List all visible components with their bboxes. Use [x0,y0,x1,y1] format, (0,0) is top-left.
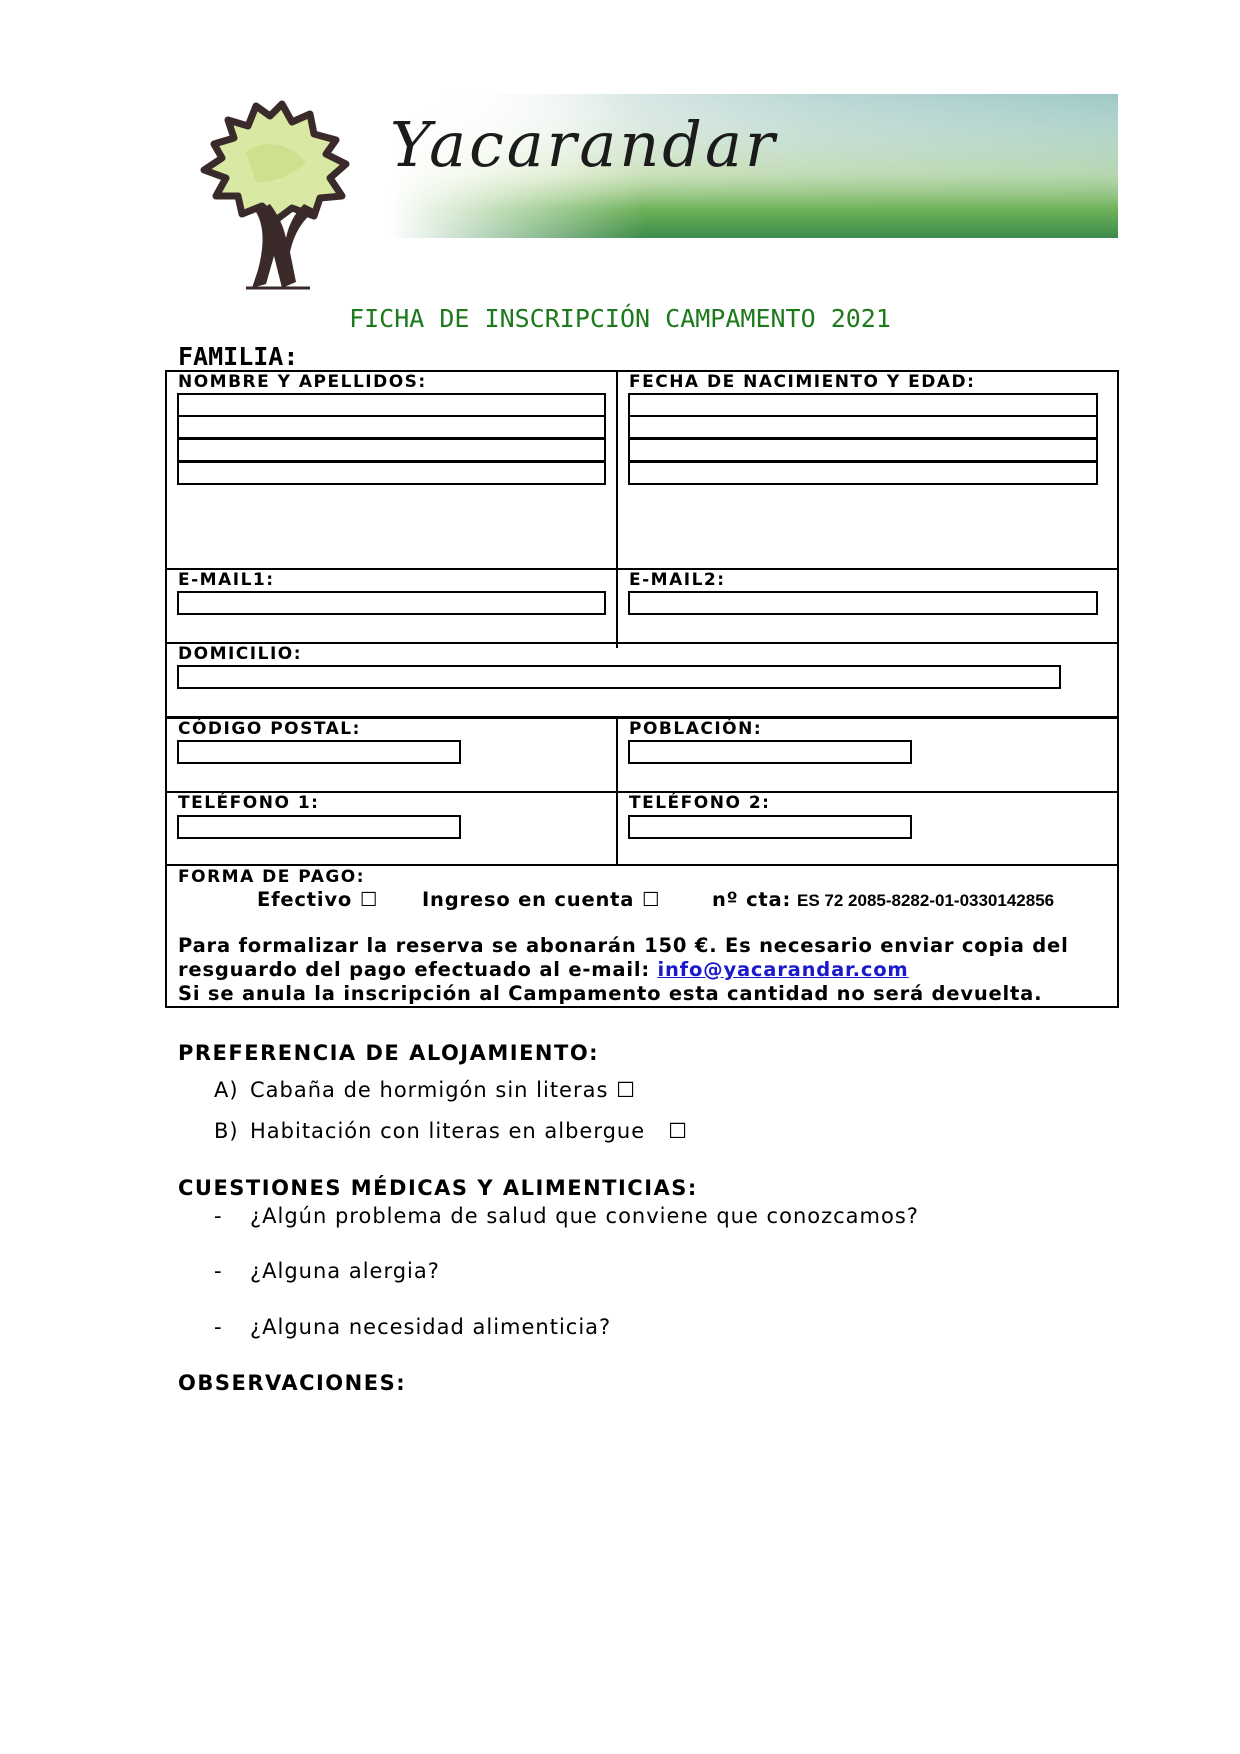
telefono1-label: TELÉFONO 1: [178,793,320,813]
email1-field[interactable] [177,591,606,615]
payment-note-line2 [178,958,909,982]
nombre-apellidos-label: NOMBRE Y APELLIDOS: [178,372,427,392]
account-number: ES 72 2085-8282-01-0330142856 [797,891,1055,910]
poblacion-field[interactable] [628,740,912,764]
account-label: nº cta: [712,888,792,911]
email2-field[interactable] [628,591,1098,615]
medical-question-marker: - [214,1204,223,1228]
nombre-field-3[interactable] [177,438,606,462]
medical-question-marker: - [214,1259,223,1283]
domicilio-label: DOMICILIO: [178,644,303,664]
codigo-postal-label: CÓDIGO POSTAL: [178,719,361,739]
nombre-field-2[interactable] [177,415,606,439]
row-divider [165,864,1119,866]
medical-question-marker: - [214,1315,223,1339]
payment-note-line1: Para formalizar la reserva se abonarán 150 €. Es necesario enviar copia del [178,934,1069,957]
row-divider [165,642,1119,644]
medicas-heading: CUESTIONES MÉDICAS Y ALIMENTICIAS: [178,1176,698,1200]
logo-wordmark: Yacarandar [390,108,778,181]
info-email-link[interactable]: info@yacarandar.com [657,958,909,981]
nombre-field-1[interactable] [177,393,606,417]
fecha-field-3[interactable] [628,438,1098,462]
medical-question-alimenticia: ¿Alguna necesidad alimenticia? [250,1315,612,1339]
payment-note-line2-text: resguardo del pago efectuado al e-mail: [178,958,650,981]
column-divider [616,370,618,648]
fecha-field-2[interactable] [628,415,1098,439]
medical-question-alergia: ¿Alguna alergia? [250,1259,440,1283]
ingreso-cuenta-checkbox[interactable]: Ingreso en cuenta ☐ [422,888,661,911]
alojamiento-option-a[interactable]: Cabaña de hormigón sin literas ☐ [250,1078,636,1102]
fecha-nacimiento-label: FECHA DE NACIMIENTO Y EDAD: [629,372,976,392]
payment-note-line3: Si se anula la inscripción al Campamento esta cantidad no será devuelta. [178,982,1043,1005]
telefono1-field[interactable] [177,815,461,839]
alojamiento-heading: PREFERENCIA DE ALOJAMIENTO: [178,1041,600,1065]
alojamiento-option-a-marker: A) [214,1078,239,1102]
efectivo-checkbox[interactable]: Efectivo ☐ [257,888,378,911]
fecha-field-1[interactable] [628,393,1098,417]
alojamiento-option-b[interactable]: Habitación con literas en albergue ☐ [250,1119,688,1143]
medical-question-salud: ¿Algún problema de salud que conviene que conozcamos? [250,1204,919,1228]
domicilio-field[interactable] [177,665,1061,689]
email1-label: E-MAIL1: [178,570,275,590]
forma-pago-label: FORMA DE PAGO: [178,867,366,887]
alojamiento-option-b-marker: B) [214,1119,239,1143]
telefono2-label: TELÉFONO 2: [629,793,771,813]
page-title: FICHA DE INSCRIPCIÓN CAMPAMENTO 2021 [349,304,891,333]
codigo-postal-field[interactable] [177,740,461,764]
telefono2-field[interactable] [628,815,912,839]
nombre-field-4[interactable] [177,461,606,485]
poblacion-label: POBLACIÓN: [629,719,763,739]
familia-label: FAMILIA: [178,342,299,371]
fecha-field-4[interactable] [628,461,1098,485]
email2-label: E-MAIL2: [629,570,726,590]
observaciones-heading: OBSERVACIONES: [178,1371,407,1395]
